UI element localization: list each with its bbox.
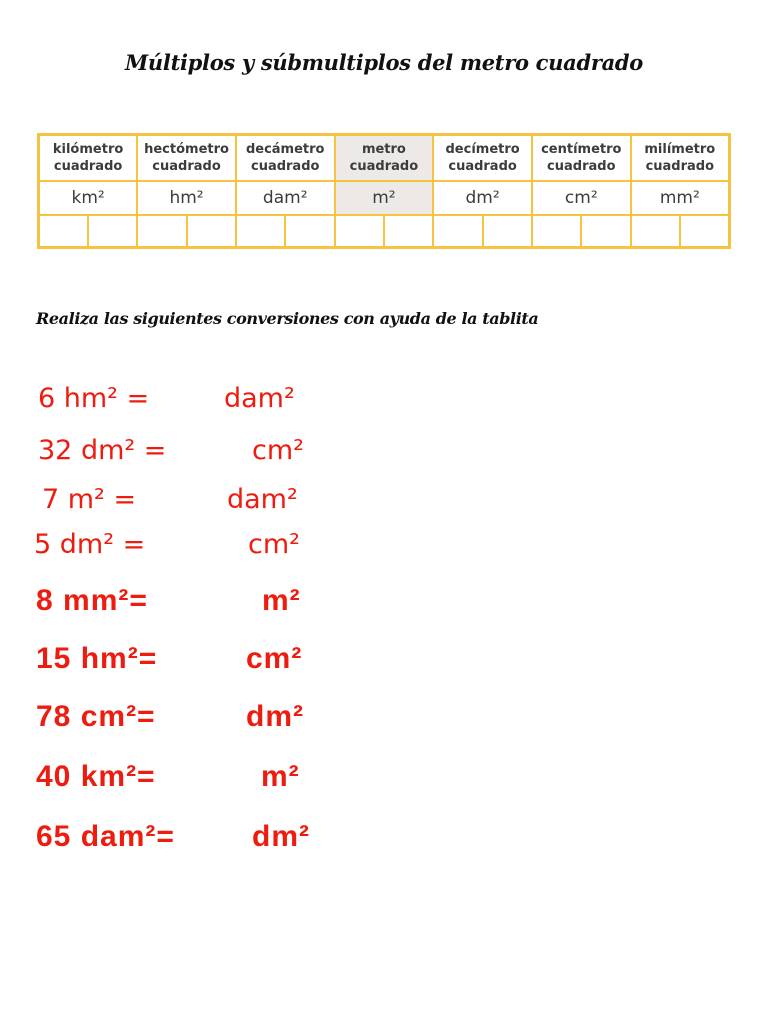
- exercise-8-target-unit: m²: [261, 760, 300, 793]
- exercise-2-target-unit: cm²: [252, 435, 304, 466]
- digit-cells-row: [39, 215, 730, 248]
- digit-cell: [433, 215, 482, 248]
- page-title: Múltiplos y súbmultiplos del metro cuadrado: [124, 50, 643, 75]
- digit-cell: [483, 215, 532, 248]
- unit-symbol-m: m²: [335, 181, 434, 215]
- unit-name-hm: hectómetro cuadrado: [137, 135, 236, 182]
- exercise-1-given: 6 hm² =: [38, 383, 150, 414]
- digit-cell: [581, 215, 630, 248]
- exercise-5-target-unit: m²: [262, 584, 301, 617]
- digit-cell: [137, 215, 186, 248]
- instruction-text: Realiza las siguientes conversiones con ayuda de la tablita: [36, 309, 539, 328]
- exercise-9-target-unit: dm²: [252, 820, 310, 853]
- unit-name-dam: decámetro cuadrado: [236, 135, 335, 182]
- unit-symbol-km: km²: [39, 181, 138, 215]
- digit-cell: [88, 215, 137, 248]
- exercise-9-given: 65 dam²=: [36, 820, 175, 853]
- unit-symbol-hm: hm²: [137, 181, 236, 215]
- digit-cell: [335, 215, 384, 248]
- unit-name-km: kilómetro cuadrado: [39, 135, 138, 182]
- digit-cell: [384, 215, 433, 248]
- digit-cell: [285, 215, 334, 248]
- digit-cell: [39, 215, 88, 248]
- unit-name-dm: decímetro cuadrado: [433, 135, 532, 182]
- exercise-7-target-unit: dm²: [246, 700, 304, 733]
- unit-symbol-row: [39, 181, 730, 215]
- unit-name-m: metro cuadrado: [335, 135, 434, 182]
- digit-cell: [631, 215, 680, 248]
- unit-symbol-dm: dm²: [433, 181, 532, 215]
- digit-cell: [236, 215, 285, 248]
- digit-cell: [532, 215, 581, 248]
- unit-name-row: [39, 135, 730, 182]
- exercise-3-target-unit: dam²: [227, 484, 298, 515]
- exercise-1-target-unit: dam²: [224, 383, 295, 414]
- exercise-3-given: 7 m² =: [42, 484, 137, 515]
- unit-symbol-cm: cm²: [532, 181, 631, 215]
- unit-symbol-mm: mm²: [631, 181, 730, 215]
- unit-name-cm: centímetro cuadrado: [532, 135, 631, 182]
- exercise-2-given: 32 dm² =: [38, 435, 167, 466]
- digit-cell: [187, 215, 236, 248]
- exercise-4-given: 5 dm² =: [34, 529, 146, 560]
- exercise-8-given: 40 km²=: [36, 760, 156, 793]
- units-table: [37, 133, 731, 249]
- unit-symbol-dam: dam²: [236, 181, 335, 215]
- unit-name-mm: milímetro cuadrado: [631, 135, 730, 182]
- exercise-7-given: 78 cm²=: [36, 700, 156, 733]
- exercise-4-target-unit: cm²: [248, 529, 300, 560]
- digit-cell: [680, 215, 730, 248]
- exercise-5-given: 8 mm²=: [36, 584, 148, 617]
- exercise-6-target-unit: cm²: [246, 642, 303, 675]
- exercise-6-given: 15 hm²=: [36, 642, 158, 675]
